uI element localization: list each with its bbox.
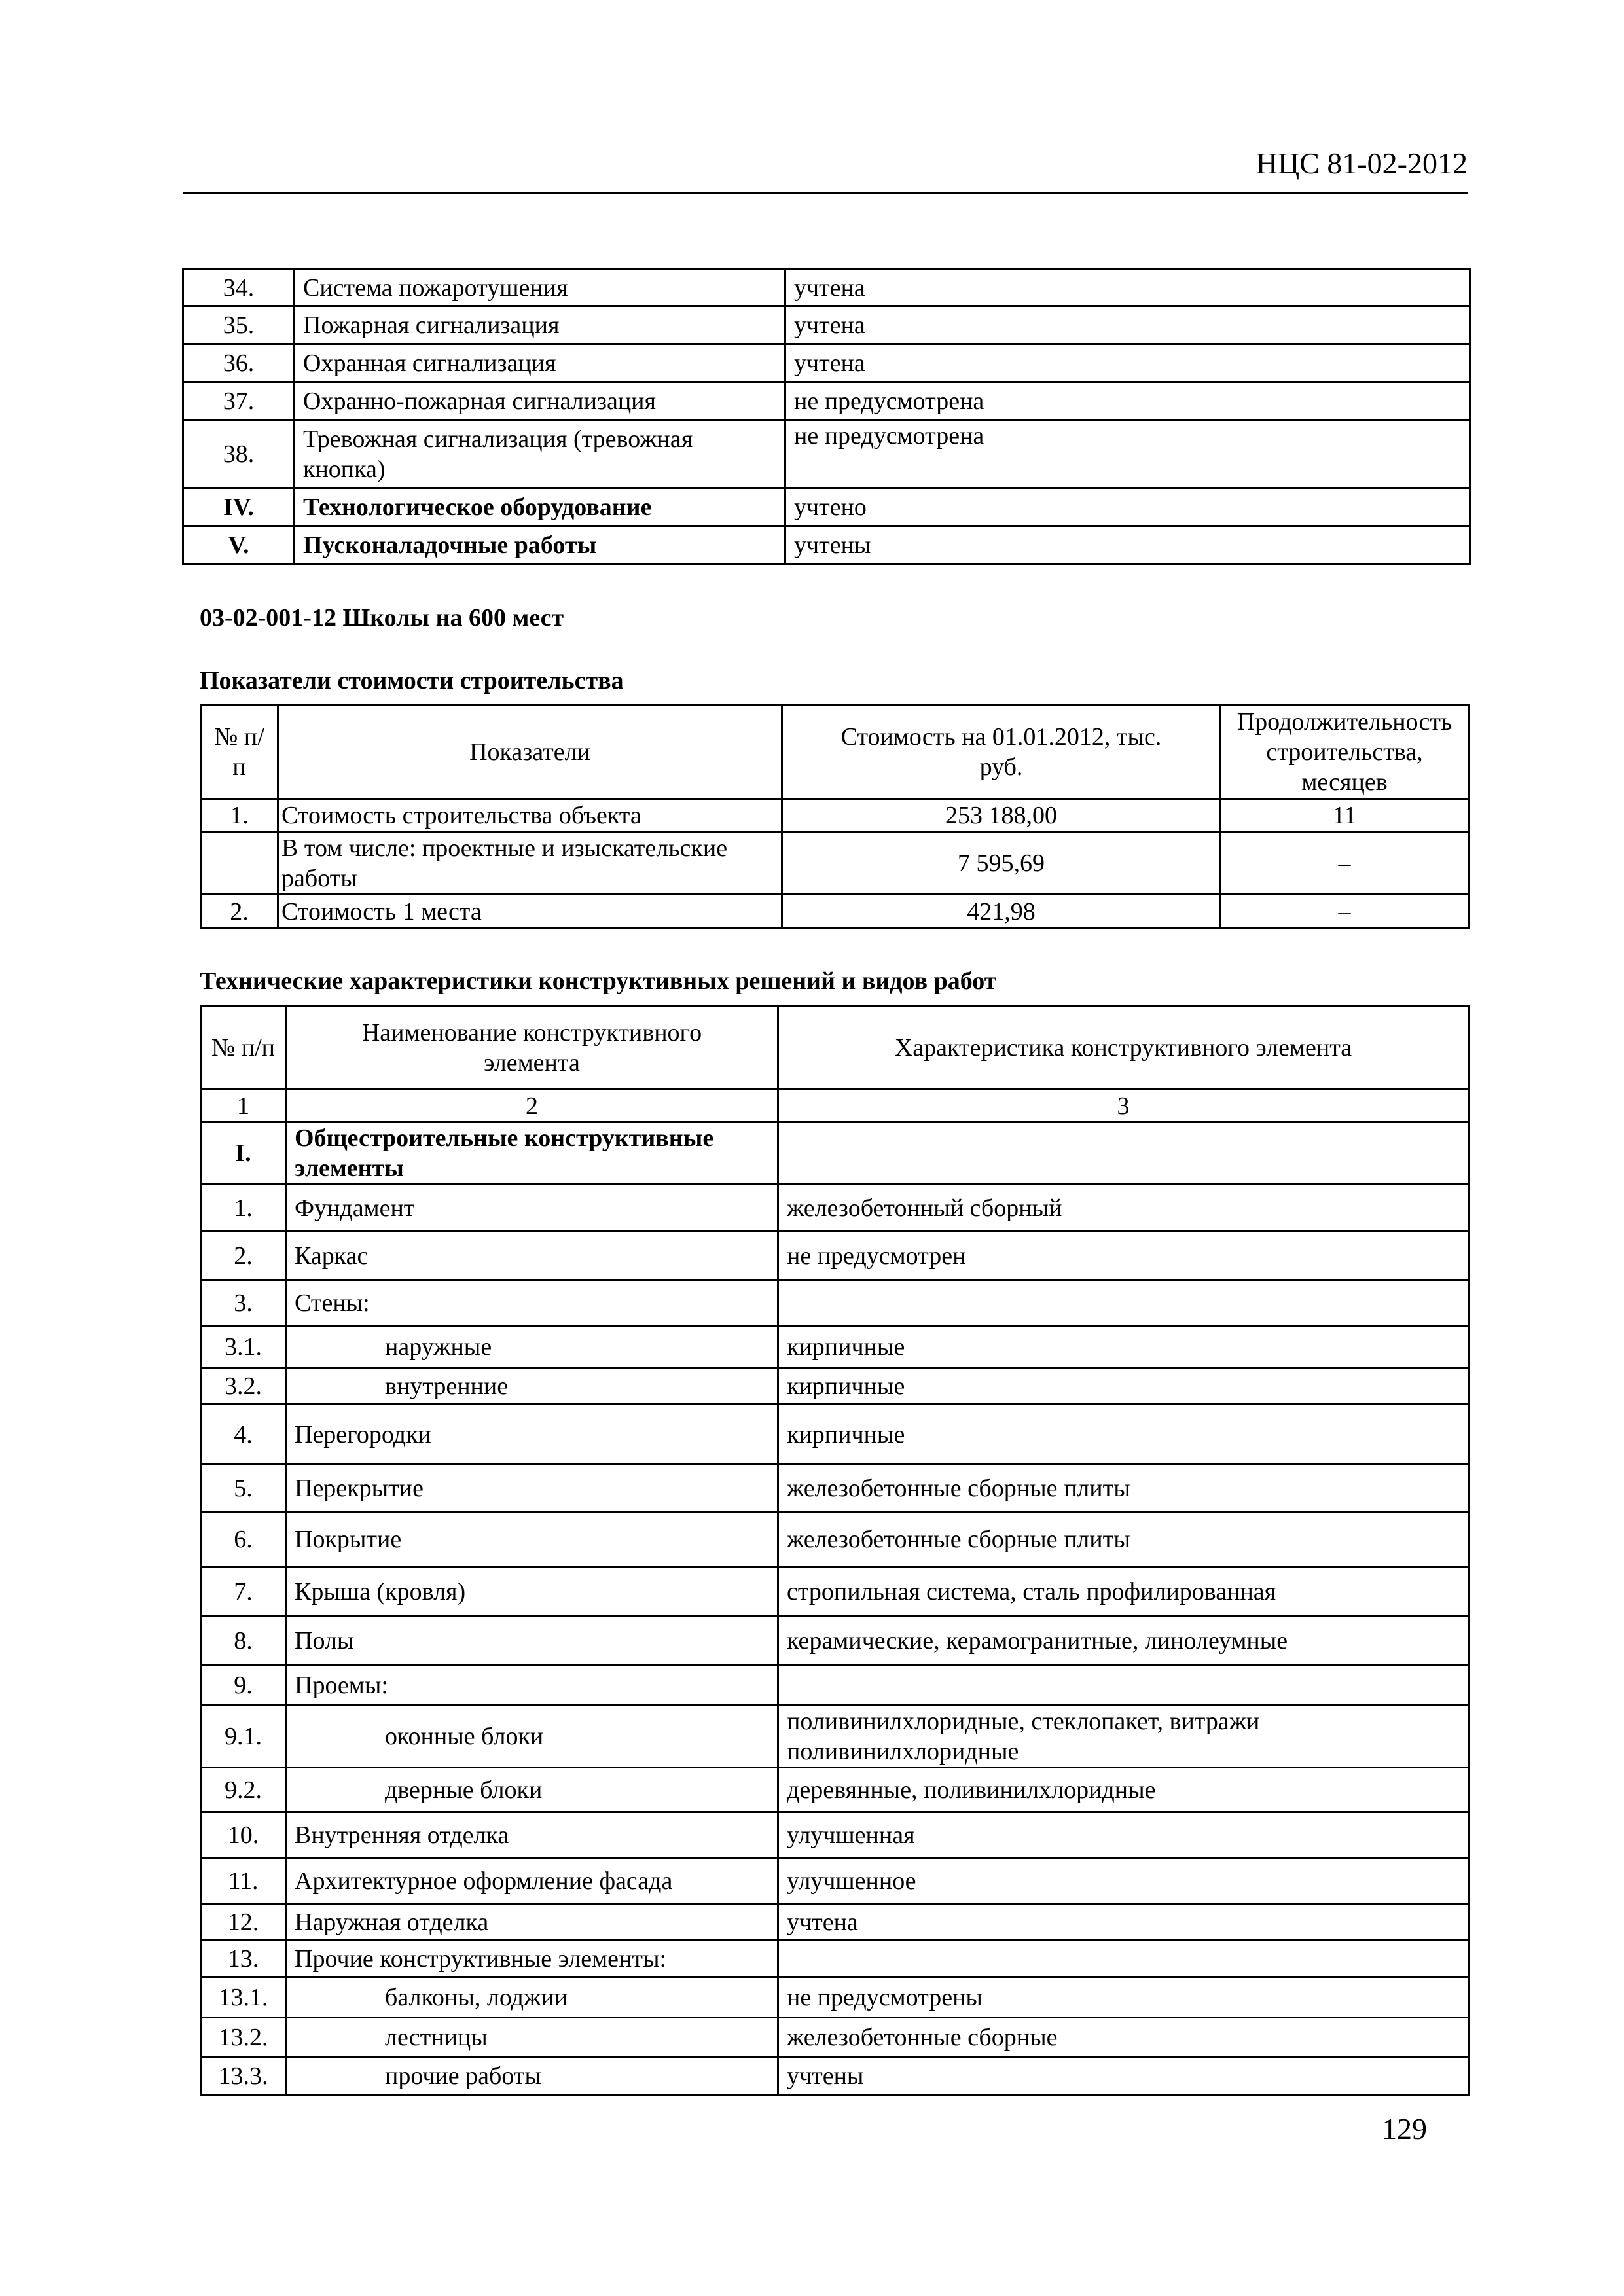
row-element-name: Перекрытие	[286, 1465, 778, 1512]
header-duration: Продолжительность строительства, месяцев	[1221, 705, 1469, 799]
row-element-name: Полы	[286, 1617, 778, 1665]
row-element-name: наружные	[286, 1326, 778, 1368]
row-number: 13.2.	[201, 2018, 286, 2057]
cost-table	[200, 704, 1470, 929]
row-indicator: Стоимость строительства объекта	[278, 799, 782, 832]
table-row	[201, 1280, 1469, 1326]
row-characteristic: улучшенная	[778, 1812, 1469, 1858]
cost-header-row	[201, 705, 1469, 799]
column-number: 2	[286, 1090, 778, 1122]
table-row	[183, 382, 1470, 420]
row-number: 13.	[201, 1941, 286, 1977]
row-element-name: Каркас	[286, 1232, 778, 1280]
row-element-name: Наружная отделка	[286, 1904, 778, 1941]
row-characteristic: поливинилхлоридные, стеклопакет, витражи поливинилхлоридные	[778, 1706, 1469, 1768]
table-row	[183, 344, 1470, 382]
row-number: 13.3.	[201, 2057, 286, 2095]
row-indicator: Стоимость 1 места	[278, 895, 782, 929]
row-number: I.	[201, 1122, 286, 1185]
row-characteristic: железобетонные сборные	[778, 2018, 1469, 2057]
row-number: 36.	[183, 344, 295, 382]
row-number: 13.1.	[201, 1977, 286, 2018]
row-element-name: Проемы:	[286, 1665, 778, 1706]
row-cost: 253 188,00	[782, 799, 1221, 832]
row-value: учтена	[785, 344, 1470, 382]
row-number: V.	[183, 526, 295, 564]
tech-table	[200, 1005, 1470, 2096]
header-cost: Стоимость на 01.01.2012, тыс. руб.	[782, 705, 1221, 799]
row-number: 34.	[183, 270, 295, 306]
row-number: 9.2.	[201, 1768, 286, 1812]
row-characteristic: кирпичные	[778, 1405, 1469, 1465]
table-row	[201, 1567, 1469, 1617]
row-number: 12.	[201, 1904, 286, 1941]
row-name: Система пожаротушения	[295, 270, 785, 306]
row-characteristic: кирпичные	[778, 1326, 1469, 1368]
column-number: 1	[201, 1090, 286, 1122]
row-characteristic: стропильная система, сталь профилированная	[778, 1567, 1469, 1617]
table-row	[201, 1617, 1469, 1665]
row-element-name: Прочие конструктивные элементы:	[286, 1941, 778, 1977]
table-row	[201, 1368, 1469, 1405]
row-characteristic: железобетонный сборный	[778, 1185, 1469, 1232]
row-characteristic: учтены	[778, 2057, 1469, 2095]
row-name: Охранная сигнализация	[295, 344, 785, 382]
page-number: 129	[1382, 2112, 1427, 2145]
row-number: 2.	[201, 1232, 286, 1280]
table-row	[201, 1665, 1469, 1706]
row-number: 9.	[201, 1665, 286, 1706]
row-name: Пусконаладочные работы	[295, 526, 785, 564]
table-row	[201, 1977, 1469, 2018]
row-element-name: внутренние	[286, 1368, 778, 1405]
header-num: № п/п	[201, 705, 278, 799]
row-value: не предусмотрена	[785, 382, 1470, 420]
row-name: Технологическое оборудование	[295, 488, 785, 526]
table-row	[201, 2057, 1469, 2095]
table-row	[201, 1232, 1469, 1280]
row-number: 3.	[201, 1280, 286, 1326]
table-row	[201, 1768, 1469, 1812]
row-number: 1.	[201, 799, 278, 832]
row-number: 6.	[201, 1512, 286, 1567]
row-number: 1.	[201, 1185, 286, 1232]
row-characteristic: керамические, керамогранитные, линолеумные	[778, 1617, 1469, 1665]
row-characteristic: деревянные, поливинилхлоридные	[778, 1768, 1469, 1812]
row-number: 9.1.	[201, 1706, 286, 1768]
tech-header-row	[201, 1007, 1469, 1090]
table-row	[201, 1904, 1469, 1941]
row-number: 38.	[183, 420, 295, 488]
row-characteristic: улучшенное	[778, 1858, 1469, 1904]
row-element-name: Общестроительные конструктивные элементы	[286, 1122, 778, 1185]
row-number: 11.	[201, 1858, 286, 1904]
row-characteristic: не предусмотрен	[778, 1232, 1469, 1280]
table-row	[201, 1941, 1469, 1977]
column-number-row	[201, 1090, 1469, 1122]
row-number: 10.	[201, 1812, 286, 1858]
table-row	[201, 1185, 1469, 1232]
row-number: 8.	[201, 1617, 286, 1665]
row-number: 4.	[201, 1405, 286, 1465]
row-characteristic	[778, 1122, 1469, 1185]
row-element-name: прочие работы	[286, 2057, 778, 2095]
row-number: 37.	[183, 382, 295, 420]
table-row	[183, 526, 1470, 564]
row-number: 35.	[183, 306, 295, 344]
table-row	[201, 1465, 1469, 1512]
row-value: учтена	[785, 270, 1470, 306]
table-row	[201, 799, 1469, 832]
row-cost: 7 595,69	[782, 832, 1221, 895]
row-indicator: В том числе: проектные и изыскательские работы	[278, 832, 782, 895]
table-row	[183, 306, 1470, 344]
column-number: 3	[778, 1090, 1469, 1122]
header-indicator: Показатели	[278, 705, 782, 799]
row-number: 3.1.	[201, 1326, 286, 1368]
table-row	[201, 1122, 1469, 1185]
table-row	[201, 832, 1469, 895]
row-number: 7.	[201, 1567, 286, 1617]
row-cost: 421,98	[782, 895, 1221, 929]
row-element-name: оконные блоки	[286, 1706, 778, 1768]
table-row	[201, 1858, 1469, 1904]
row-element-name: Стены:	[286, 1280, 778, 1326]
table-row	[201, 1706, 1469, 1768]
table-row	[201, 1512, 1469, 1567]
row-element-name: Архитектурное оформление фасада	[286, 1858, 778, 1904]
table-row	[183, 420, 1470, 488]
row-characteristic: железобетонные сборные плиты	[778, 1512, 1469, 1567]
row-characteristic	[778, 1941, 1469, 1977]
cost-heading: Показатели стоимости строительства	[200, 667, 624, 694]
row-name: Пожарная сигнализация	[295, 306, 785, 344]
row-element-name: Крыша (кровля)	[286, 1567, 778, 1617]
row-value: не предусмотрена	[785, 420, 1470, 488]
object-title: 03-02-001-12 Школы на 600 мест	[200, 604, 564, 632]
row-characteristic: не предусмотрены	[778, 1977, 1469, 2018]
table-row	[201, 1812, 1469, 1858]
row-number: 5.	[201, 1465, 286, 1512]
row-characteristic: учтена	[778, 1904, 1469, 1941]
header-characteristic: Характеристика конструктивного элемента	[778, 1007, 1469, 1090]
table-row	[201, 2018, 1469, 2057]
row-name: Охранно-пожарная сигнализация	[295, 382, 785, 420]
header-element-name: Наименование конструктивного элемента	[286, 1007, 778, 1090]
row-characteristic	[778, 1280, 1469, 1326]
row-value: учтена	[785, 306, 1470, 344]
row-number: 2.	[201, 895, 278, 929]
row-number: IV.	[183, 488, 295, 526]
row-duration: 11	[1221, 799, 1469, 832]
row-element-name: Покрытие	[286, 1512, 778, 1567]
table-row	[183, 488, 1470, 526]
table-row	[201, 1326, 1469, 1368]
row-number	[201, 832, 278, 895]
row-element-name: Внутренняя отделка	[286, 1812, 778, 1858]
row-duration: –	[1221, 895, 1469, 929]
row-characteristic	[778, 1665, 1469, 1706]
document-code: НЦС 81-02-2012	[1255, 147, 1468, 180]
row-characteristic: кирпичные	[778, 1368, 1469, 1405]
table-row	[201, 895, 1469, 929]
header-num: № п/п	[201, 1007, 286, 1090]
table-row	[201, 1405, 1469, 1465]
header-rule	[183, 192, 1468, 194]
row-characteristic: железобетонные сборные плиты	[778, 1465, 1469, 1512]
tech-heading: Технические характеристики конструктивных решений и видов работ	[200, 967, 997, 995]
row-element-name: лестницы	[286, 2018, 778, 2057]
row-element-name: балконы, лоджии	[286, 1977, 778, 2018]
row-element-name: Перегородки	[286, 1405, 778, 1465]
row-name: Тревожная сигнализация (тревожная кнопка)	[295, 420, 785, 488]
row-number: 3.2.	[201, 1368, 286, 1405]
row-element-name: Фундамент	[286, 1185, 778, 1232]
row-value: учтены	[785, 526, 1470, 564]
row-element-name: дверные блоки	[286, 1768, 778, 1812]
systems-table	[182, 268, 1471, 565]
table-row	[183, 270, 1470, 306]
row-duration: –	[1221, 832, 1469, 895]
row-value: учтено	[785, 488, 1470, 526]
